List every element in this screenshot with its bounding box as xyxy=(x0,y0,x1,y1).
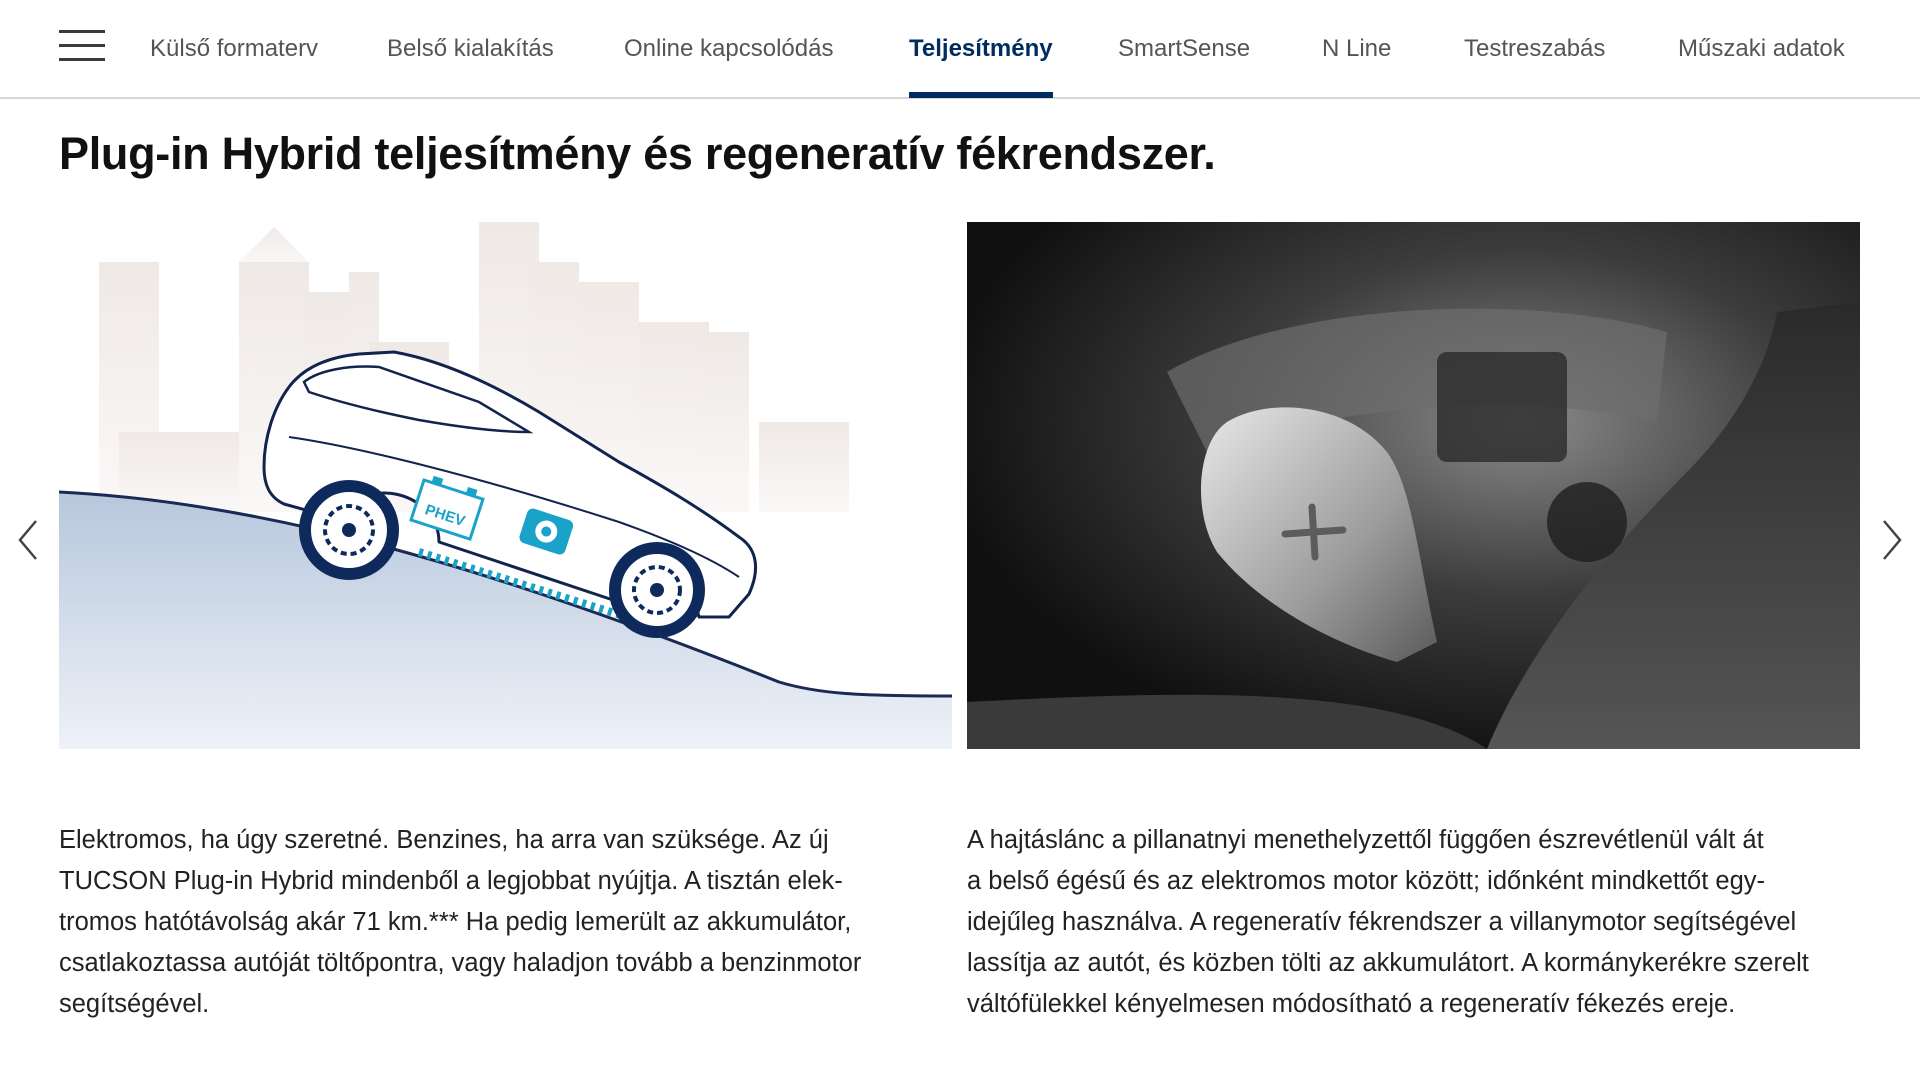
text-line: csatlakoztassa autóját töltőpontra, vagy haladjon tovább a benzinmotor xyxy=(59,949,862,977)
nav-item-teljesitmeny[interactable]: Teljesítmény xyxy=(909,0,1053,97)
text-line: lassítja az autót, és közben tölti az akkumulátort. A kormánykerékre szerelt xyxy=(967,949,1809,977)
phev-description xyxy=(59,820,959,1025)
top-navigation xyxy=(0,0,1920,99)
page-title: Plug-in Hybrid teljesítmény és regeneratív fékrendszer. xyxy=(59,128,1216,179)
text-line: TUCSON Plug-in Hybrid mindenből a legjobbat nyújtja. A tisztán elek- xyxy=(59,867,843,895)
text-line: segítségével. xyxy=(59,990,210,1018)
nav-item-belso-kialakitas[interactable]: Belső kialakítás xyxy=(387,34,554,62)
text-line: Elektromos, ha úgy szeretné. Benzines, ha arra van szüksége. Az új xyxy=(59,826,829,854)
front-wheel-icon xyxy=(615,548,699,632)
nav-item-kulso-formaterv[interactable]: Külső formaterv xyxy=(150,34,319,62)
hamburger-menu-icon[interactable] xyxy=(59,30,105,62)
nav-item-online-kapcsolodas[interactable]: Online kapcsolódás xyxy=(624,34,834,62)
rear-wheel-icon xyxy=(305,486,393,574)
nav-item-muszaki-adatok[interactable]: Műszaki adatok xyxy=(1678,34,1845,62)
chevron-right-icon[interactable] xyxy=(1876,515,1906,565)
paddle-shifter-photo xyxy=(967,222,1860,749)
text-line: tromos hatótávolság akár 71 km.*** Ha pedig lemerült az akkumulátor, xyxy=(59,908,852,936)
nav-item-smartsense[interactable]: SmartSense xyxy=(1118,34,1251,62)
text-line: idejűleg használva. A regeneratív fékrendszer a villanymotor segítségével xyxy=(967,908,1797,936)
text-line: a belső égésű és az elektromos motor között; időnként mindkettőt egy- xyxy=(967,867,1765,895)
phev-illustration xyxy=(59,222,952,749)
nav-item-n-line[interactable]: N Line xyxy=(1322,34,1392,62)
text-line: A hajtáslánc a pillanatnyi menethelyzettől függően észrevétlenül vált át xyxy=(967,826,1764,854)
phev-badge: PHEV xyxy=(422,501,468,531)
nav-item-testreszabas[interactable]: Testreszabás xyxy=(1464,34,1606,62)
chevron-left-icon[interactable] xyxy=(14,515,44,565)
text-line: váltófülekkel kényelmesen módosítható a regeneratív fékezés ereje. xyxy=(967,990,1736,1018)
regenerative-braking-description xyxy=(967,820,1867,1025)
